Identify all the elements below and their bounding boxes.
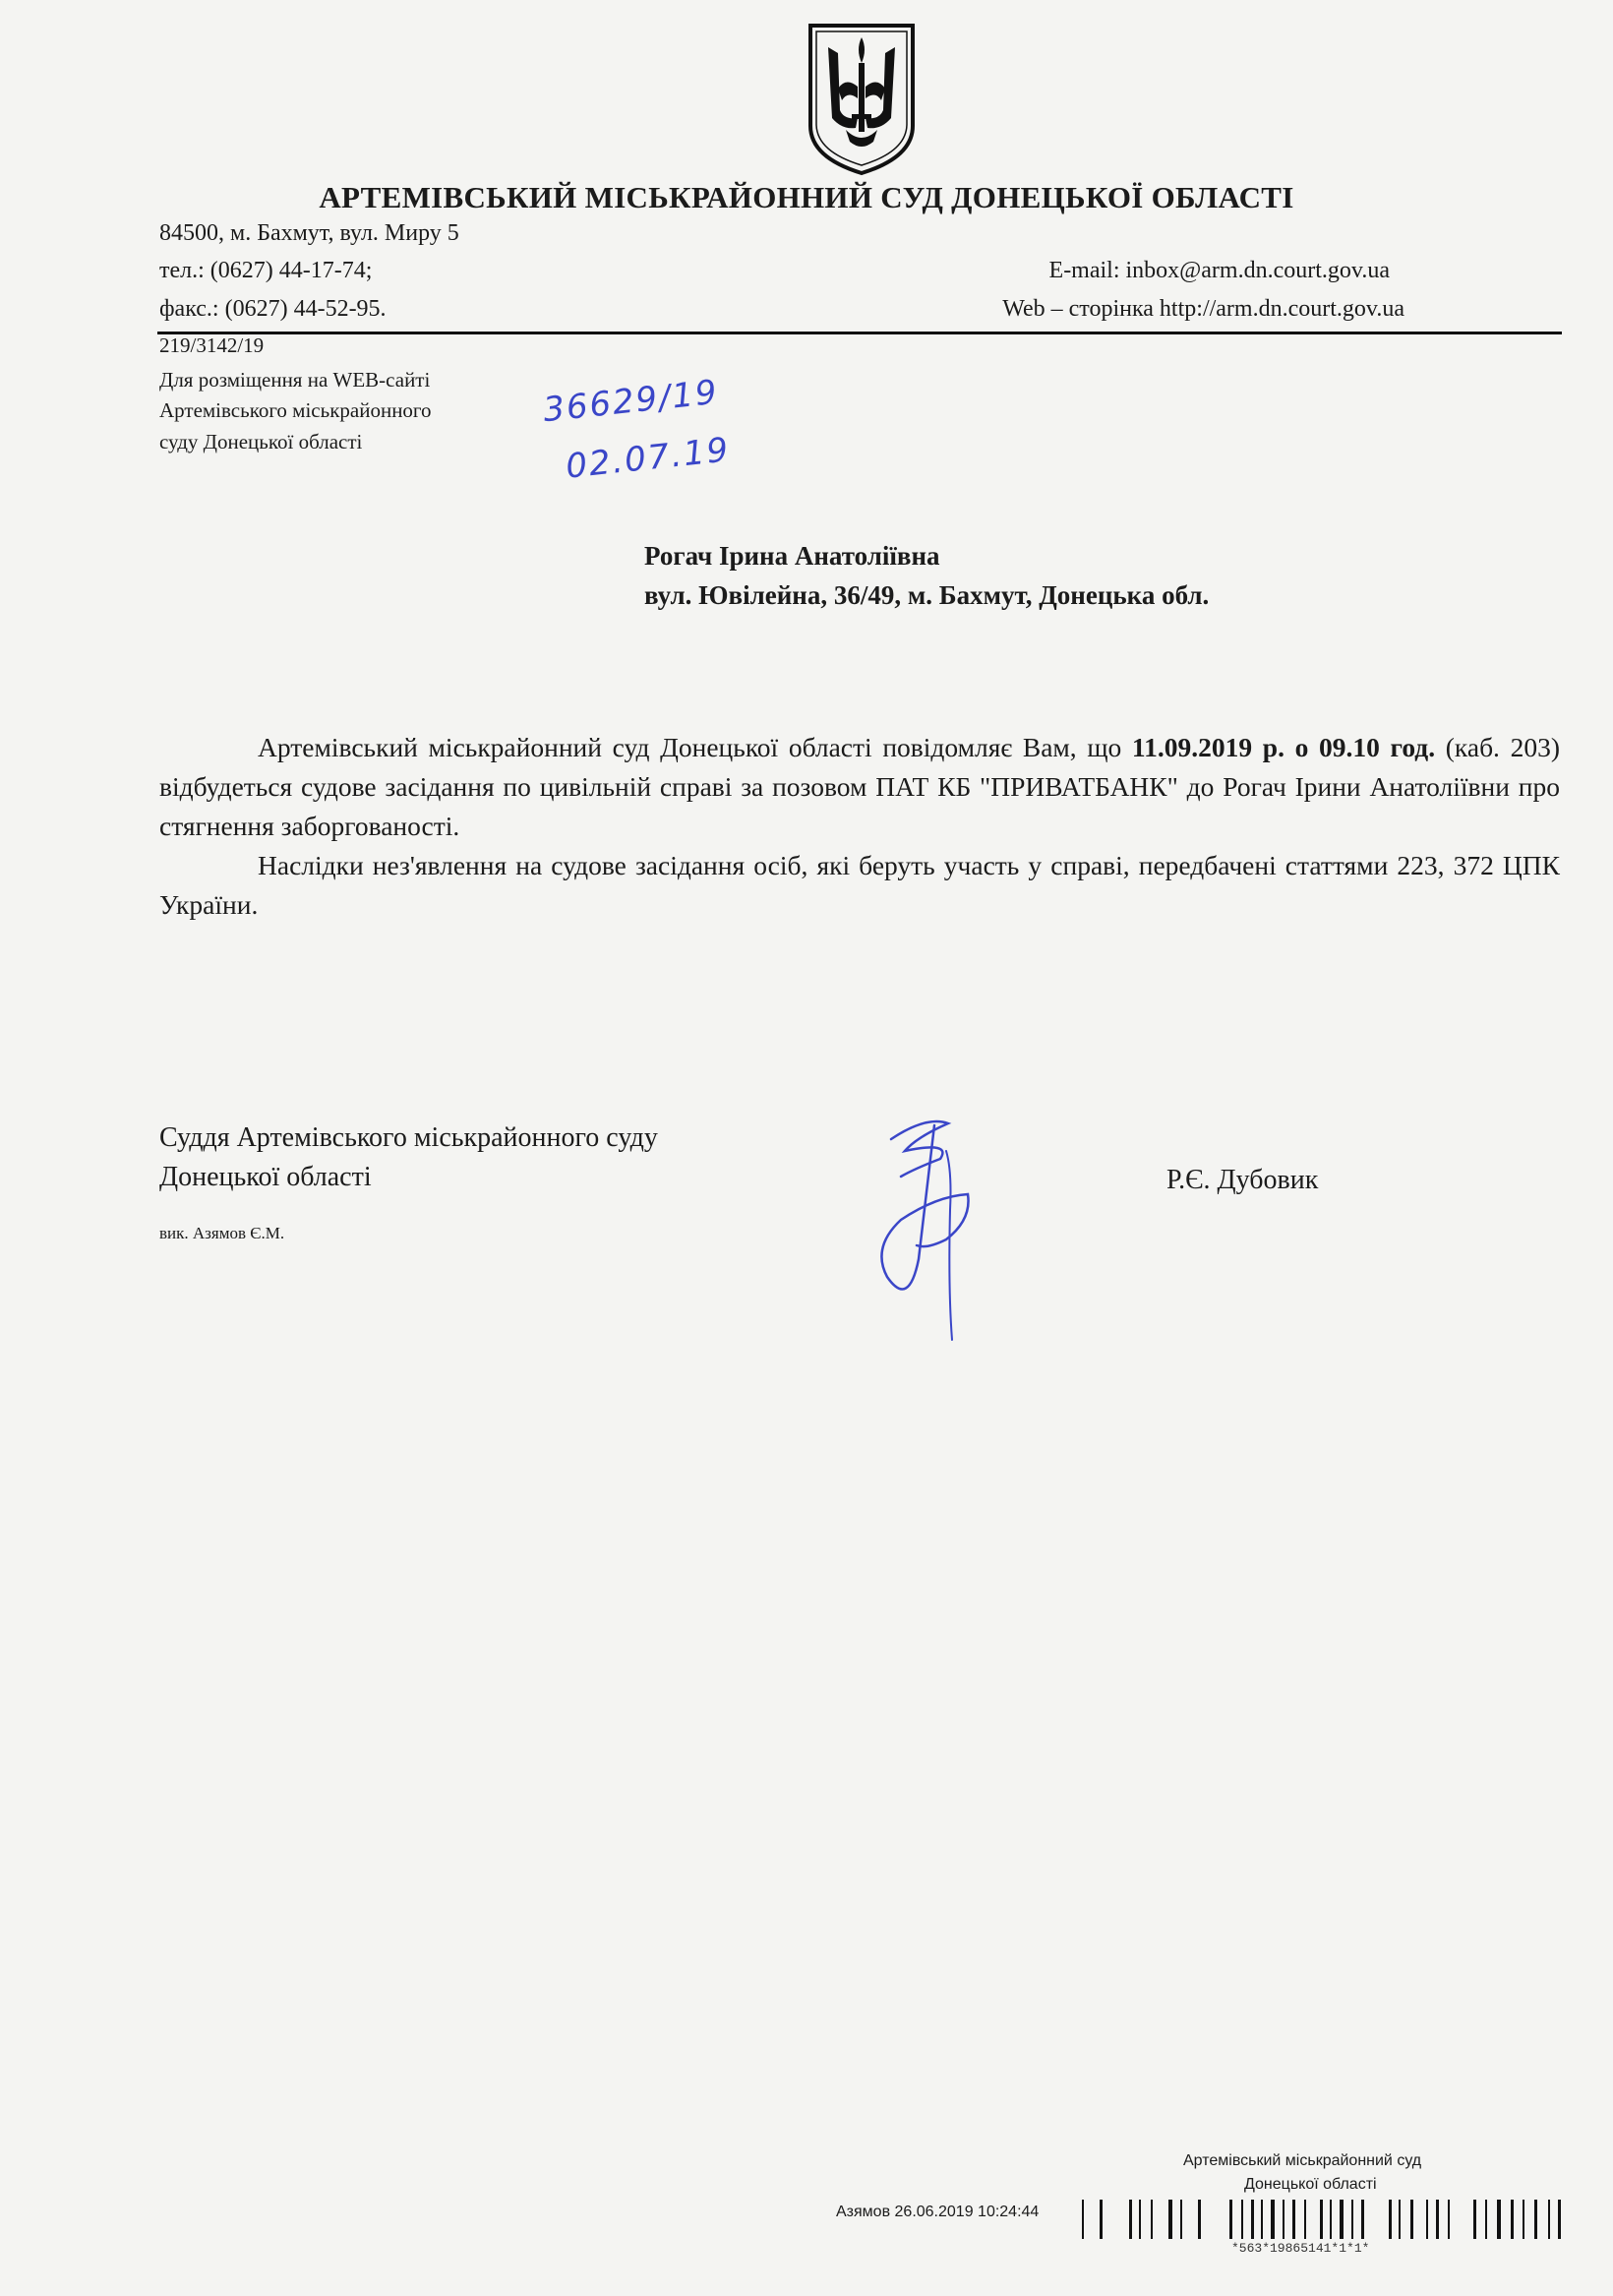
- executor-note: вик. Азямов Є.М.: [159, 1224, 285, 1242]
- footer-court-line-1: Артемівський міськрайонний суд: [1183, 2152, 1422, 2169]
- judge-name: Р.Є. Дубовик: [1166, 1165, 1319, 1195]
- judge-position-line-2: Донецької області: [159, 1162, 372, 1192]
- addressee-address: вул. Ювілейна, 36/49, м. Бахмут, Донецька обл.: [644, 580, 1210, 610]
- court-email: E-mail: inbox@arm.dn.court.gov.ua: [1048, 258, 1390, 283]
- footer-court-line-2: Донецької області: [1244, 2176, 1377, 2193]
- registration-stamp: Азямов 26.06.2019 10:24:44: [836, 2204, 1040, 2220]
- handwritten-reg-date: 02.07.19: [564, 430, 733, 487]
- barcode-number: *563*19865141*1*1*: [1231, 2241, 1370, 2256]
- court-fax: факс.: (0627) 44-52-95.: [159, 296, 387, 322]
- outgoing-number: 219/3142/19: [159, 333, 265, 357]
- web-note-line-3: суду Донецької області: [159, 430, 363, 453]
- signature-icon: [858, 1112, 1005, 1348]
- notice-paragraph-2: Наслідки нез'явлення на судове засідання осіб, які беруть участь у справі, передбачені статтями 223, 372 ЦПК України.: [159, 850, 1560, 920]
- handwritten-reg-number: 36629/19: [541, 372, 721, 431]
- judge-position-line-1: Суддя Артемівського міськрайонного суду: [159, 1122, 658, 1153]
- header-divider: [157, 332, 1562, 334]
- notice-body: [159, 728, 1560, 925]
- document-barcode: [1082, 2200, 1562, 2239]
- hearing-datetime: 11.09.2019 р. о 09.10 год.: [1131, 732, 1436, 762]
- court-address: 84500, м. Бахмут, вул. Миру 5: [159, 220, 459, 246]
- court-title: АРТЕМІВСЬКИЙ МІСЬКРАЙОННИЙ СУД ДОНЕЦЬКОЇ ОБЛАСТІ: [319, 180, 1294, 214]
- web-note-line-2: Артемівського міськрайонного: [159, 398, 432, 422]
- court-phone: тел.: (0627) 44-17-74;: [159, 258, 373, 283]
- addressee-name: Рогач Ірина Анатоліївна: [644, 541, 940, 571]
- court-web: Web – сторінка http://arm.dn.court.gov.ua: [1002, 296, 1404, 322]
- coat-of-arms-icon: [803, 20, 921, 177]
- web-note-line-1: Для розміщення на WEB-сайті: [159, 368, 431, 392]
- notice-paragraph-1: Артемівський міськрайонний суд Донецької області повідомляє Вам, що 11.09.2019 р. о 09.10 год. (каб. 203) відбудеться судове засідання по цивільній справі за позовом ПАТ КБ "ПРИВАТБАНК" до Рогач Ірини Анатоліївни про стягнення заборгованості.: [159, 732, 1560, 841]
